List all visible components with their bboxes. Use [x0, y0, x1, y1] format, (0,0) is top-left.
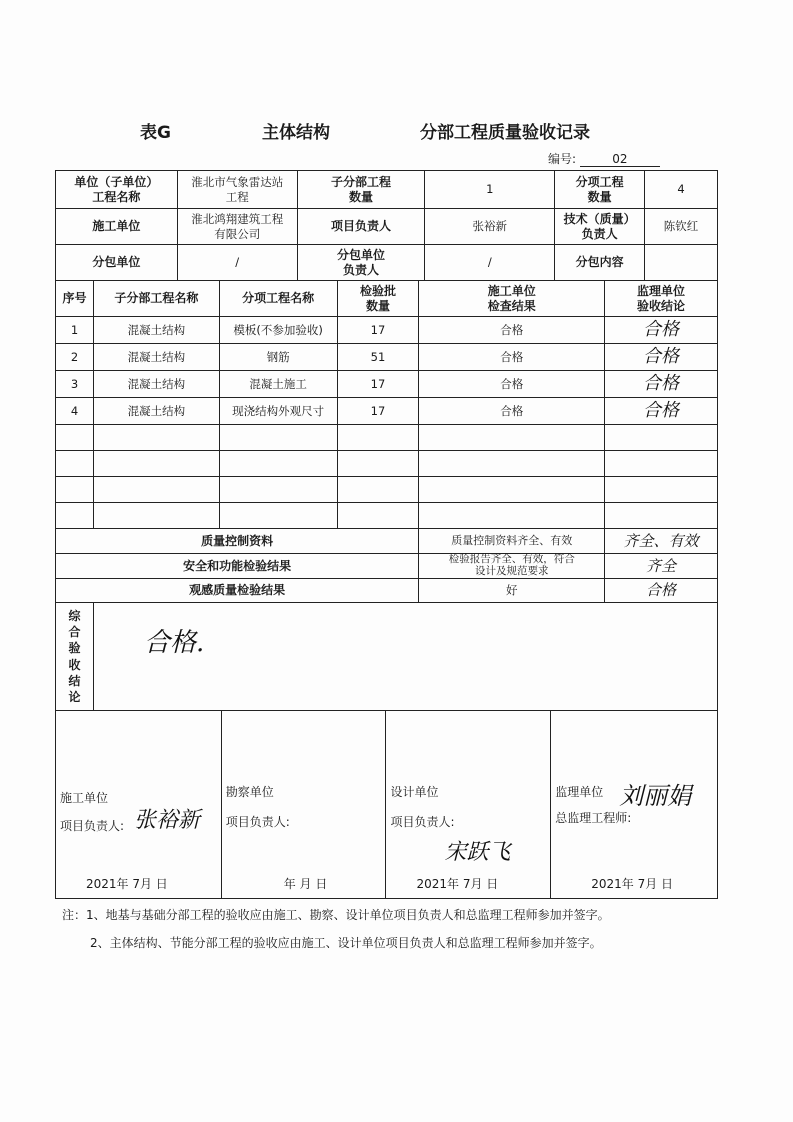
summary-label: 安全和功能检验结果	[56, 554, 419, 579]
note-1: 注：1、地基与基础分部工程的验收应由施工、勘察、设计单位项目负责人和总监理工程师参加并签字。	[62, 908, 610, 922]
row-subitem: 混凝土施工	[219, 371, 337, 398]
row-batch: 51	[337, 344, 419, 371]
signature-unit: 监理单位	[555, 785, 604, 799]
table-row	[56, 398, 718, 425]
sub-pm-value: /	[425, 245, 555, 281]
empty-row	[56, 451, 718, 477]
summary-row	[56, 529, 718, 554]
row-subdivision: 混凝土结构	[93, 398, 219, 425]
sub-content-label: 分包内容	[555, 245, 645, 281]
document-header	[0, 118, 793, 152]
summary-conclusion-handwritten: 合格	[605, 579, 718, 603]
row-batch: 17	[337, 398, 419, 425]
summary-result: 检验报告齐全、有效，符合 设计及规范要求	[419, 554, 605, 579]
table-row	[56, 344, 718, 371]
empty-row	[56, 425, 718, 451]
comprehensive-row	[56, 603, 718, 711]
signature-date: 2021年 7月 日	[416, 877, 499, 891]
signature-design	[386, 711, 551, 899]
summary-result: 质量控制资料齐全、有效	[419, 529, 605, 554]
row-conclusion-handwritten: 合格	[605, 371, 718, 398]
row-result: 合格	[419, 398, 605, 425]
constructor-label: 施工单位	[56, 209, 178, 245]
serial-value: 02	[580, 152, 660, 167]
project-manager-value: 张裕新	[425, 209, 555, 245]
col-supervisor-result: 监理单位 验收结论	[605, 281, 718, 317]
signature-unit: 施工单位	[60, 791, 109, 805]
signature-role: 总监理工程师:	[555, 811, 632, 825]
row-subitem: 模板(不参加验收)	[219, 317, 337, 344]
unit-name-label: 单位（子单位） 工程名称	[56, 171, 178, 209]
row-conclusion-handwritten: 合格	[605, 398, 718, 425]
table-row	[56, 371, 718, 398]
signature-date: 2021年 7月 日	[591, 877, 674, 891]
signature-handwritten: 刘丽娟	[619, 782, 692, 810]
detail-table	[55, 280, 718, 711]
summary-row	[56, 579, 718, 603]
subcontractor-value: /	[177, 245, 297, 281]
note-2: 2、主体结构、节能分部工程的验收应由施工、设计单位项目负责人和总监理工程师参加并签字。	[90, 936, 602, 950]
signature-role: 项目负责人:	[390, 815, 455, 829]
table-row	[56, 317, 718, 344]
summary-row	[56, 554, 718, 579]
row-subitem: 钢筋	[219, 344, 337, 371]
tech-lead-label: 技术（质量） 负责人	[555, 209, 645, 245]
row-seq: 4	[56, 398, 94, 425]
signature-table	[55, 710, 718, 899]
summary-conclusion-handwritten: 齐全、有效	[605, 529, 718, 554]
serial-number	[548, 150, 660, 167]
row-seq: 1	[56, 317, 94, 344]
constructor-value: 淮北鸿翔建筑工程 有限公司	[177, 209, 297, 245]
row-conclusion-handwritten: 合格	[605, 344, 718, 371]
subdivision-count-label: 子分部工程 数量	[297, 171, 425, 209]
row-conclusion-handwritten: 合格	[605, 317, 718, 344]
col-seq: 序号	[56, 281, 94, 317]
row-subitem: 现浇结构外观尺寸	[219, 398, 337, 425]
signature-date: 年 月 日	[283, 877, 328, 891]
division-name: 主体结构	[262, 123, 330, 143]
row-batch: 17	[337, 371, 419, 398]
signature-constructor	[56, 711, 222, 899]
comprehensive-conclusion-handwritten: 合格.	[143, 628, 205, 658]
summary-label: 观感质量检验结果	[56, 579, 419, 603]
serial-label: 编号:	[548, 152, 577, 166]
project-manager-label: 项目负责人	[297, 209, 425, 245]
row-batch: 17	[337, 317, 419, 344]
row-result: 合格	[419, 317, 605, 344]
comprehensive-label: 综 合 验 收 结 论	[56, 603, 94, 711]
table-number: 表G	[140, 123, 171, 143]
sub-content-value	[645, 245, 718, 281]
record-title: 分部工程质量验收记录	[420, 123, 590, 143]
signature-survey	[221, 711, 386, 899]
signature-handwritten: 宋跃飞	[444, 840, 511, 865]
info-table	[55, 170, 718, 281]
row-subdivision: 混凝土结构	[93, 317, 219, 344]
signature-role: 项目负责人:	[60, 819, 125, 833]
summary-conclusion-handwritten: 齐全	[605, 554, 718, 579]
signature-unit: 勘察单位	[225, 785, 274, 799]
col-subdivision: 子分部工程名称	[93, 281, 219, 317]
row-seq: 3	[56, 371, 94, 398]
subdivision-count-value: 1	[425, 171, 555, 209]
col-constructor-result: 施工单位 检查结果	[419, 281, 605, 317]
row-subdivision: 混凝土结构	[93, 371, 219, 398]
signature-role: 项目负责人:	[225, 815, 290, 829]
col-subitem: 分项工程名称	[219, 281, 337, 317]
signature-date: 2021年 7月 日	[86, 877, 168, 891]
tech-lead-value: 陈钦红	[645, 209, 718, 245]
signature-handwritten: 张裕新	[134, 808, 201, 833]
row-result: 合格	[419, 371, 605, 398]
empty-row	[56, 503, 718, 529]
sub-pm-label: 分包单位 负责人	[297, 245, 425, 281]
subcontractor-label: 分包单位	[56, 245, 178, 281]
subitem-count-value: 4	[645, 171, 718, 209]
row-subdivision: 混凝土结构	[93, 344, 219, 371]
row-result: 合格	[419, 344, 605, 371]
signature-unit: 设计单位	[390, 785, 439, 799]
summary-label: 质量控制资料	[56, 529, 419, 554]
row-seq: 2	[56, 344, 94, 371]
summary-result: 好	[419, 579, 605, 603]
col-batch-count: 检验批 数量	[337, 281, 419, 317]
empty-row	[56, 477, 718, 503]
unit-name-value: 淮北市气象雷达站 工程	[177, 171, 297, 209]
signature-supervisor	[551, 711, 718, 899]
subitem-count-label: 分项工程 数量	[555, 171, 645, 209]
